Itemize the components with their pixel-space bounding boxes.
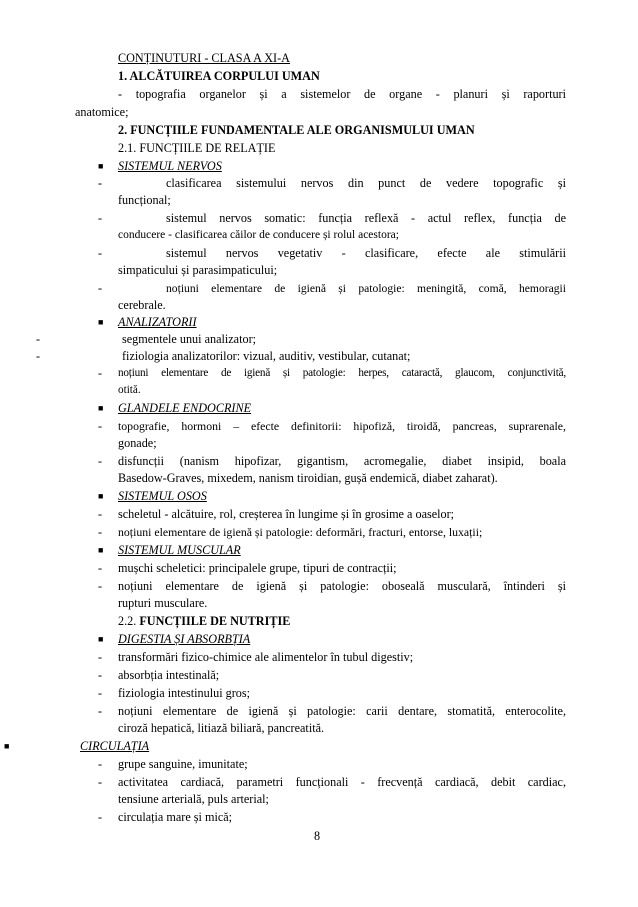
section-2-2-number: 2.2.	[118, 614, 137, 628]
endocrine-item-1: topografie, hormoni – efecte definitorii: hipofiză, tiroidă, pancreas, suprarenale,	[118, 419, 566, 433]
nervous-item-4: noțiuni elementare de igienă și patologie: meningită, comă, hemoragii	[166, 282, 566, 295]
dash-icon: -	[98, 757, 103, 771]
chapter-1-item-cont: anatomice;	[75, 105, 129, 119]
nervous-item-3: sistemul nervos vegetativ - clasificare, efecte ale stimulării	[166, 246, 566, 260]
dash-icon: -	[98, 454, 103, 468]
nervous-item-2-cont: conducere - clasificarea căilor de conducere și rolul acestora;	[118, 229, 399, 241]
section-2-2-title	[118, 613, 290, 630]
bullet-icon: ■	[98, 545, 104, 555]
nervous-item-1-cont: funcțional;	[118, 193, 171, 207]
analyzers-item-1: segmentele unui analizator;	[122, 332, 257, 346]
dash-icon: -	[98, 686, 103, 700]
dash-icon: -	[98, 810, 103, 824]
dash-icon: -	[98, 211, 103, 225]
endocrine-heading: GLANDELE ENDOCRINE	[118, 401, 252, 415]
circulation-heading: CIRCULAȚIA	[80, 739, 150, 753]
dash-icon: -	[98, 579, 103, 593]
dash-icon: -	[98, 561, 103, 575]
bullet-icon: ■	[4, 741, 10, 751]
dash-icon: -	[98, 366, 103, 380]
chapter-1-title: 1. ALCĂTUIREA CORPULUI UMAN	[118, 69, 320, 83]
dash-icon: -	[98, 525, 103, 539]
section-2-1-title: 2.1. FUNCȚIILE DE RELAȚIE	[118, 141, 276, 155]
circulation-item-2-cont: tensiune arterială, puls arterial;	[118, 792, 269, 806]
dash-icon: -	[98, 650, 103, 664]
bullet-icon: ■	[98, 403, 104, 413]
muscular-item-1: mușchi scheletici: principalele grupe, tipuri de contracții;	[118, 561, 397, 575]
nervous-system-heading: SISTEMUL NERVOS	[118, 159, 222, 173]
circulation-item-2: activitatea cardiacă, parametri funcționali - frecvență cardiacă, debit cardiac,	[118, 775, 566, 789]
dash-icon: -	[98, 419, 103, 433]
skeletal-heading: SISTEMUL OSOS	[118, 489, 207, 503]
page-heading: CONȚINUTURI - CLASA A XI-A	[118, 51, 290, 65]
bullet-icon: ■	[98, 491, 104, 501]
dash-icon: -	[98, 668, 103, 682]
nervous-item-2: sistemul nervos somatic: funcția reflexă - actul reflex, funcția de	[166, 211, 566, 225]
skeletal-item-2: noțiuni elementare de igienă și patologie: deformări, fracturi, entorse, luxații;	[118, 525, 483, 539]
bullet-icon: ■	[98, 634, 104, 644]
dash-icon: -	[98, 507, 103, 521]
dash-icon: -	[98, 176, 103, 190]
dash-icon: -	[36, 349, 41, 363]
digestion-item-1: transformări fizico-chimice ale alimentelor în tubul digestiv;	[118, 650, 414, 664]
circulation-item-3: circulația mare și mică;	[118, 810, 233, 824]
nervous-item-4-cont: cerebrale.	[118, 298, 166, 312]
analyzers-item-2: fiziologia analizatorilor: vizual, auditiv, vestibular, cutanat;	[122, 349, 411, 363]
chapter-2-title: 2. FUNCȚIILE FUNDAMENTALE ALE ORGANISMULUI UMAN	[118, 123, 475, 137]
analyzers-item-3-cont: otită.	[118, 384, 141, 396]
skeletal-item-1: scheletul - alcătuire, rol, creșterea în lungime și în grosime a oaselor;	[118, 507, 455, 521]
muscular-item-2: noțiuni elementare de igienă și patologie: oboseală musculară, întinderi și	[118, 579, 566, 593]
digestion-heading: DIGESTIA ȘI ABSORBȚIA	[118, 632, 251, 646]
dash-icon: -	[98, 704, 103, 718]
analyzers-heading: ANALIZATORII	[118, 315, 197, 329]
endocrine-item-2: disfuncții (nanism hipofizar, gigantism, acromegalie, diabet insipid, boala	[118, 454, 566, 468]
bullet-icon: ■	[98, 161, 104, 171]
muscular-item-2-cont: rupturi musculare.	[118, 596, 208, 610]
endocrine-item-2-cont: Basedow-Graves, mixedem, nanism tiroidian, gușă endemică, diabet zaharat).	[118, 471, 498, 485]
analyzers-item-3: noțiuni elementare de igienă și patologie: herpes, cataractă, glaucom, conjunctivită,	[118, 367, 566, 379]
nervous-item-1: clasificarea sistemului nervos din punct de vedere topografic și	[166, 176, 566, 190]
muscular-heading: SISTEMUL MUSCULAR	[118, 543, 241, 557]
endocrine-item-1-cont: gonade;	[118, 436, 157, 450]
dash-icon: -	[98, 281, 103, 295]
page-number: 8	[314, 829, 321, 843]
digestion-item-4-cont: ciroză hepatică, litiază biliară, pancreatită.	[118, 721, 325, 735]
digestion-item-3: fiziologia intestinului gros;	[118, 686, 251, 700]
nervous-item-3-cont: simpaticului și parasimpaticului;	[118, 263, 278, 277]
chapter-1-item: - topografia organelor și a sistemelor de organe - planuri și raporturi	[118, 87, 566, 101]
dash-icon: -	[36, 332, 41, 346]
circulation-item-1: grupe sanguine, imunitate;	[118, 757, 248, 771]
section-2-2-label: FUNCȚIILE DE NUTRIȚIE	[139, 614, 291, 628]
dash-icon: -	[98, 246, 103, 260]
digestion-item-4: noțiuni elementare de igienă și patologie: carii dentare, stomatită, enterocolite,	[118, 704, 566, 718]
digestion-item-2: absorbția intestinală;	[118, 668, 220, 682]
bullet-icon: ■	[98, 317, 104, 327]
dash-icon: -	[98, 775, 103, 789]
